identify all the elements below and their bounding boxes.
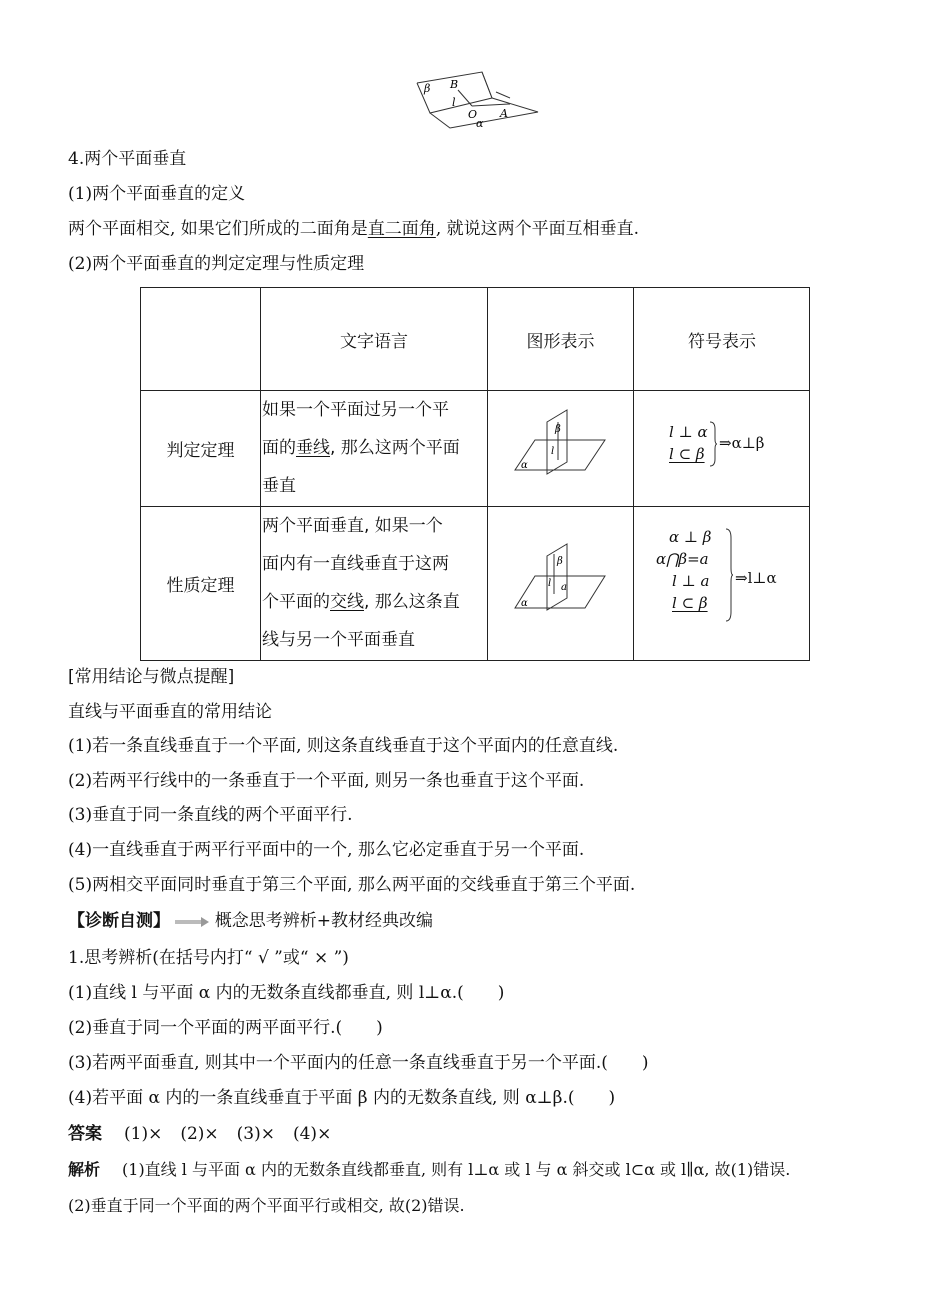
criterion-figure: [513, 408, 608, 480]
row-name-property: 性质定理: [166, 576, 235, 596]
analysis-line1: 解析 (1)直线 l 与平面 α 内的无数条直线都垂直, 则有 l⊥α 或 l 与 α 斜交或 l⊂α 或 l∥α, 故(1)错误.: [68, 1158, 790, 1182]
row-name-criterion: 判定定理: [166, 441, 235, 461]
row2-text-line3: 个平面的交线, 那么这条直: [262, 592, 460, 612]
row1-text-line3: 垂直: [262, 476, 296, 496]
analysis-line2: (2)垂直于同一个平面的两个平面平行或相交, 故(2)错误.: [68, 1196, 465, 1215]
row1-text-line2: 面的垂线, 那么这两个平面: [262, 438, 460, 458]
question-item: (4)若平面 α 内的一条直线垂直于平面 β 内的无数条直线, 则 α⊥β.( ): [68, 1088, 616, 1108]
property-label-beta: β: [557, 556, 563, 567]
property-figure: [513, 540, 608, 616]
section-heading: 4.两个平面垂直: [68, 149, 187, 169]
dihedral-angle-figure: [410, 68, 545, 130]
criterion-cond2: l ⊂ β: [669, 445, 705, 463]
label-alpha: α: [476, 117, 484, 130]
key-term: 直二面角: [367, 219, 436, 239]
question-group-title: 1.思考辨析(在括号内打“ √ ”或“ × ”): [68, 948, 349, 968]
diagnosis-header: [68, 909, 433, 933]
row1-text-line1: 如果一个平面过另一个平: [262, 400, 449, 420]
row2-text-line2: 面内有一直线垂直于这两: [262, 554, 449, 574]
property-label-alpha: α: [521, 598, 528, 609]
tip-item: (1)若一条直线垂直于一个平面, 则这条直线垂直于这个平面内的任意直线.: [68, 736, 619, 756]
brace-icon: [725, 528, 733, 622]
criterion-label-alpha: α: [521, 460, 528, 471]
tip-item: (4)一直线垂直于两平行平面中的一个, 那么它必定垂直于另一个平面.: [68, 840, 585, 860]
answer-line: 答案 (1)× (2)× (3)× (4)×: [68, 1124, 332, 1144]
row2-text-line4: 线与另一个平面垂直: [262, 630, 415, 650]
theorem-table: [140, 287, 810, 661]
header-text-language: 文字语言: [340, 331, 408, 352]
label-beta: β: [424, 82, 431, 95]
analysis-label: 解析: [68, 1160, 101, 1179]
tips-title: [常用结论与微点提醒]: [68, 667, 235, 687]
property-cond1: α ⊥ β: [669, 528, 712, 546]
label-A: A: [500, 107, 508, 120]
tip-item: (5)两相交平面同时垂直于第三个平面, 那么两平面的交线垂直于第三个平面.: [68, 875, 636, 895]
tip-item: (2)若两平行线中的一条垂直于一个平面, 则另一条也垂直于这个平面.: [68, 771, 585, 791]
arrow-icon: [175, 917, 209, 927]
subheading-definition: (1)两个平面垂直的定义: [68, 184, 246, 204]
property-cond4: l ⊂ β: [672, 594, 708, 612]
property-label-a: a: [561, 582, 567, 593]
definition-text: 两个平面相交, 如果它们所成的二面角是直二面角, 就说这两个平面互相垂直.: [68, 219, 640, 239]
header-figure: 图形表示: [526, 331, 595, 352]
answer-label: 答案: [68, 1124, 102, 1144]
property-result: ⇒l⊥α: [735, 569, 777, 587]
criterion-label-beta: β: [555, 424, 561, 435]
question-item: (1)直线 l 与平面 α 内的无数条直线都垂直, 则 l⊥α.( ): [68, 983, 505, 1003]
criterion-cond1: l ⊥ α: [669, 423, 708, 441]
diagnosis-title: 【诊断自测】: [68, 911, 170, 931]
question-item: (2)垂直于同一个平面的两平面平行.( ): [68, 1018, 383, 1038]
criterion-label-l: l: [551, 446, 555, 457]
property-label-l: l: [548, 578, 552, 589]
label-O: O: [468, 108, 478, 121]
diagnosis-subtitle: 概念思考辨析+教材经典改编: [214, 911, 434, 931]
subheading-theorems: (2)两个平面垂直的判定定理与性质定理: [68, 254, 365, 274]
tip-item: (3)垂直于同一条直线的两个平面平行.: [68, 805, 353, 825]
label-B: B: [450, 78, 459, 91]
property-cond2: α⋂β=a: [656, 550, 709, 568]
label-l: l: [452, 96, 456, 109]
row2-text-line1: 两个平面垂直, 如果一个: [262, 516, 443, 536]
question-item: (3)若两平面垂直, 则其中一个平面内的任意一条直线垂直于另一个平面.( ): [68, 1053, 649, 1073]
tips-intro: 直线与平面垂直的常用结论: [68, 702, 272, 722]
brace-icon: [709, 421, 717, 467]
property-cond3: l ⊥ a: [672, 572, 710, 590]
criterion-result: ⇒α⊥β: [719, 434, 765, 452]
header-symbol: 符号表示: [688, 331, 756, 352]
